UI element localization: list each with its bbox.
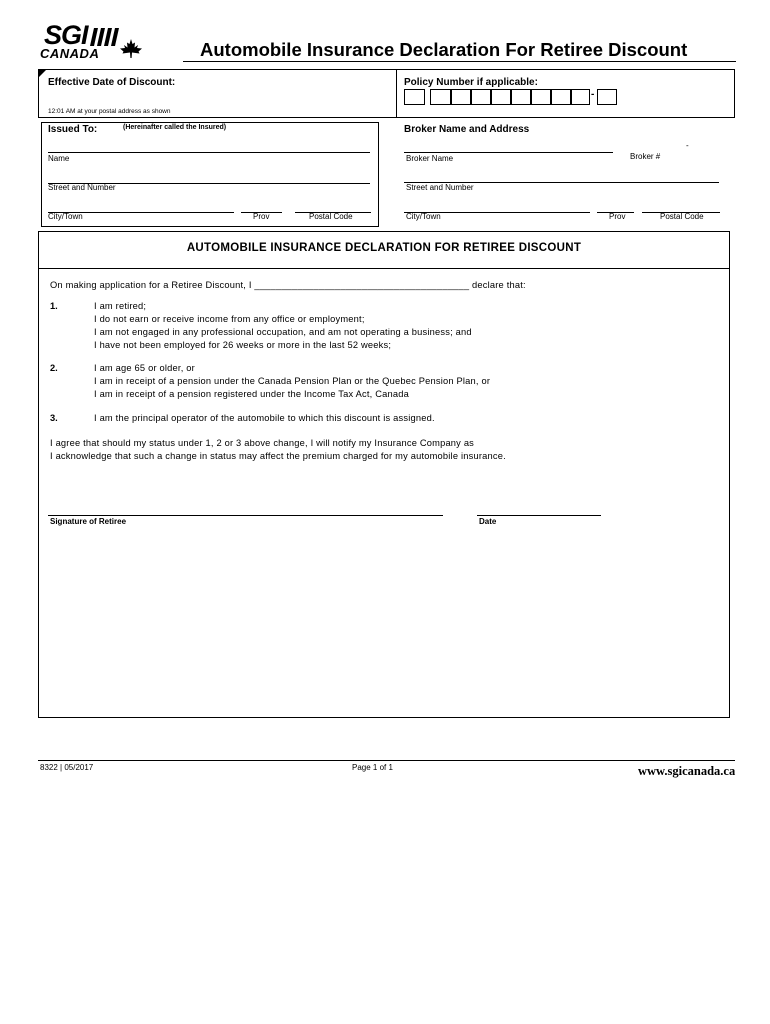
broker-number-label: Broker # — [630, 152, 661, 161]
insured-name-field[interactable] — [48, 152, 370, 153]
policy-number-digit-2[interactable] — [430, 89, 451, 105]
corner-marker — [38, 69, 47, 78]
time-note: 12:01 AM at your postal address as shown — [48, 108, 171, 115]
date-label: Date — [479, 517, 497, 526]
item-2-number: 2. — [50, 363, 58, 373]
item-3-text: I am the principal operator of the automobile to which this discount is assigned. — [94, 413, 435, 423]
item-3-number: 3. — [50, 413, 58, 423]
declaration-heading: AUTOMOBILE INSURANCE DECLARATION FOR RETIREE DISCOUNT — [186, 242, 582, 254]
footer-divider — [38, 760, 735, 761]
insured-name-label: Name — [48, 154, 70, 163]
broker-dash: - — [686, 141, 689, 150]
broker-city-label: City/Town — [406, 212, 441, 221]
sgi-canada-logo — [40, 22, 145, 64]
issued-to-title: Issued To: — [48, 124, 98, 135]
broker-name-label: Broker Name — [406, 154, 454, 163]
item-1-line: I have not been employed for 26 weeks or more in the last 52 weeks; — [94, 340, 392, 350]
logo-sgi-text: SGI — [44, 20, 88, 50]
effective-date-label: Effective Date of Discount: — [48, 77, 176, 88]
issued-to-note: (Hereinafter called the Insured) — [123, 124, 227, 131]
form-code: 8322 | 05/2017 — [40, 763, 94, 772]
item-2-line: I am age 65 or older, or — [94, 363, 195, 373]
insured-city-label: City/Town — [48, 212, 83, 221]
maple-leaf-icon — [119, 38, 143, 62]
policy-number-label: Policy Number if applicable: — [404, 77, 538, 88]
broker-street-label: Street and Number — [406, 183, 474, 192]
agree-line: I acknowledge that such a change in status may affect the premium charged for my automobile insurance. — [50, 451, 506, 461]
website-link[interactable]: www.sgicanada.ca — [638, 764, 736, 778]
item-1-line: I am not engaged in any professional occupation, and am not operating a business; and — [94, 327, 472, 337]
policy-number-digit-6[interactable] — [511, 89, 531, 105]
item-2-line: I am in receipt of a pension under the Canada Pension Plan or the Quebec Pension Plan, or — [94, 376, 491, 386]
insured-postal-label: Postal Code — [309, 212, 353, 221]
agree-line: I agree that should my status under 1, 2 or 3 above change, I will notify my Insurance Company as — [50, 438, 475, 448]
declarant-name-field[interactable] — [283, 280, 529, 293]
item-1-line: I do not earn or receive income from any office or employment; — [94, 314, 365, 324]
broker-name-field[interactable] — [404, 152, 613, 153]
broker-postal-label: Postal Code — [660, 212, 704, 221]
broker-prov-label: Prov — [609, 212, 626, 221]
signature-label: Signature of Retiree — [50, 517, 127, 526]
policy-number-digit-5[interactable] — [491, 89, 511, 105]
item-1-line: I am retired; — [94, 301, 147, 311]
insured-prov-label: Prov — [253, 212, 270, 221]
insured-street-label: Street and Number — [48, 183, 116, 192]
policy-number-digit-7[interactable] — [531, 89, 551, 105]
declaration-heading-divider — [38, 268, 730, 269]
declaration-intro: On making application for a Retiree Discount, I ________________________________________ declare that: — [50, 280, 526, 290]
page-title: Automobile Insurance Declaration For Retiree Discount — [200, 39, 688, 60]
policy-number-digit-9[interactable] — [571, 89, 590, 105]
signature-field[interactable] — [48, 515, 443, 516]
policy-number-digit-4[interactable] — [471, 89, 491, 105]
policy-dash: - — [591, 89, 595, 100]
broker-title: Broker Name and Address — [404, 124, 530, 135]
section-divider — [396, 69, 397, 118]
item-2-line: I am in receipt of a pension registered under the Income Tax Act, Canada — [94, 389, 410, 399]
policy-number-digit-3[interactable] — [451, 89, 471, 105]
title-divider — [183, 61, 736, 62]
page-number: Page 1 of 1 — [352, 763, 393, 772]
logo-stripes-icon — [90, 28, 120, 46]
item-1-number: 1. — [50, 301, 58, 311]
logo-canada-text: CANADA — [40, 46, 100, 61]
effective-date-field[interactable] — [48, 88, 388, 106]
policy-number-digit-1[interactable] — [404, 89, 425, 105]
policy-number-digit-10[interactable] — [597, 89, 617, 105]
date-field[interactable] — [477, 515, 601, 516]
policy-number-digit-8[interactable] — [551, 89, 571, 105]
